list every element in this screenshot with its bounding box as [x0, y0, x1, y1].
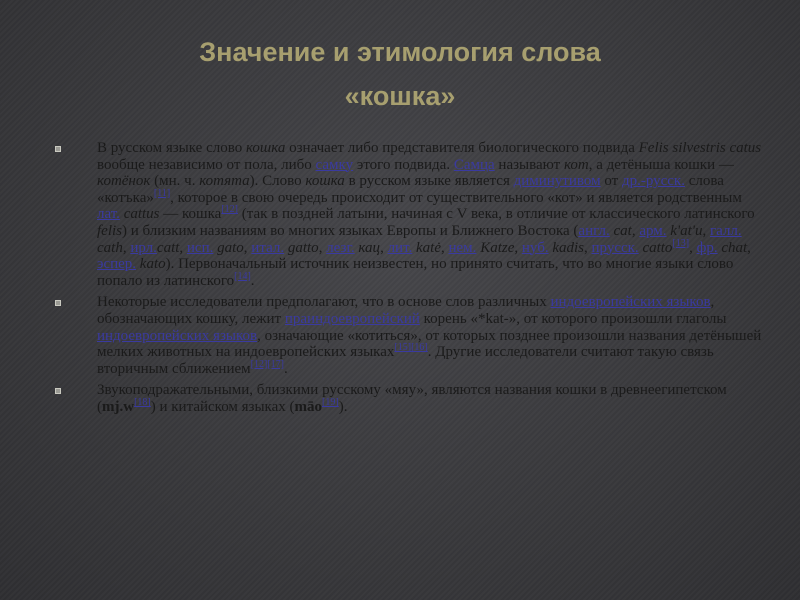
italic-term: k'at'u — [670, 222, 703, 239]
text: , — [514, 239, 522, 256]
reference-link[interactable]: [17] — [267, 358, 284, 370]
text: — кошка — [159, 206, 222, 223]
reference-link[interactable]: [12] — [250, 358, 268, 370]
reference-link[interactable]: [19] — [322, 396, 339, 408]
text: Некоторые исследователи предполагают, что в основе слов различных — [97, 294, 551, 311]
text: , — [179, 239, 187, 256]
text: . — [250, 272, 255, 289]
link-esperanto[interactable]: эспер. — [97, 256, 137, 273]
reference-link[interactable]: [15] — [394, 342, 412, 354]
italic-term: кот — [563, 156, 589, 173]
link-latin[interactable]: лат. — [97, 206, 120, 223]
italic-term: kadis — [552, 239, 584, 256]
title-line-2: «кошка» — [344, 81, 456, 112]
text: означает либо представителя биологического подвида — [285, 140, 639, 156]
text: , — [380, 239, 388, 256]
italic-term: cattus — [123, 206, 160, 223]
italic-term: gatto — [287, 239, 319, 256]
square-bullet-icon — [55, 300, 61, 306]
italic-term: котёнок — [97, 173, 151, 190]
link-spanish[interactable]: исп. — [186, 239, 214, 256]
text: . Другие исследователи считают такую связь вторичным сближением — [97, 344, 714, 377]
link-irish[interactable]: ирл. — [130, 239, 157, 256]
text: , — [689, 239, 697, 256]
link-samets[interactable]: Самца — [453, 156, 495, 173]
link-armenian[interactable]: арм. — [639, 222, 667, 239]
italic-term: chat — [721, 239, 748, 256]
text: , обозначающих кошку, лежит — [97, 294, 715, 327]
reference-link[interactable]: [11] — [153, 187, 171, 199]
link-old-russian[interactable]: др.-русск. — [621, 173, 685, 190]
text: , — [318, 239, 327, 256]
slide-body — [55, 140, 765, 421]
text: ) и близким названиям во многих языках Европы и Ближнего Востока ( — [122, 222, 579, 239]
text: , — [122, 239, 131, 256]
paragraph-onomatopoeia — [55, 382, 765, 415]
text: Звукоподражательными, близкими русскому «мяу», являются названия кошки в древнеегипетском ( — [97, 382, 727, 415]
link-german[interactable]: нем. — [448, 239, 477, 256]
text: , которое в свою очередь происходит от существительного «кот» и является родственным — [170, 189, 742, 206]
text: корень «*kat-», от которого произошли глаголы — [419, 310, 727, 327]
italic-term: gato — [217, 239, 244, 256]
italic-term: Felis silvestris catus — [638, 140, 762, 156]
italic-term: cat — [613, 222, 632, 239]
text: этого подвида. — [353, 156, 454, 173]
text: В русском языке слово — [97, 140, 246, 156]
square-bullet-icon — [55, 146, 61, 152]
italic-term: cath — [97, 239, 123, 256]
link-proto-indo-european[interactable]: праиндоевропейский — [284, 310, 420, 327]
italic-term: felis — [97, 222, 122, 239]
text: слова «котъка» — [97, 173, 724, 206]
link-prussian[interactable]: прусск. — [591, 239, 639, 256]
text: называют — [494, 156, 564, 173]
link-indo-european-languages[interactable]: индоевропейских языков — [550, 294, 711, 311]
italic-term: Katze — [480, 239, 515, 256]
text: ). Первоначальный источник неизвестен, но принято считать, что во многие языки слово попало из латинского — [97, 256, 734, 289]
link-italian[interactable]: итал. — [251, 239, 285, 256]
reference-link[interactable]: [13] — [672, 237, 690, 249]
text: ) и китайском языках ( — [150, 398, 295, 415]
link-nubian[interactable]: нуб. — [521, 239, 549, 256]
italic-term: catt — [156, 239, 180, 256]
reference-link[interactable]: [12] — [221, 204, 238, 216]
text: ). — [338, 398, 348, 415]
text: ). Слово — [249, 173, 306, 190]
slide-title — [0, 30, 800, 118]
text: , — [631, 222, 640, 239]
paragraph-meaning — [55, 140, 765, 289]
link-lithuanian[interactable]: лит. — [387, 239, 413, 256]
link-french[interactable]: фр. — [696, 239, 718, 256]
text: (так в поздней латыни, начиная с V века, в отличие от классического латинского — [238, 206, 755, 223]
italic-term: кошка — [305, 173, 345, 190]
text: , — [702, 222, 710, 239]
reference-link[interactable]: [16] — [411, 342, 428, 354]
text: , а детёныша кошки — — [588, 156, 734, 173]
italic-term: кошка — [245, 140, 286, 156]
link-lezgian[interactable]: лезг. — [326, 239, 355, 256]
title-line-1: Значение и этимология слова — [199, 37, 601, 68]
italic-term: catto — [642, 239, 673, 256]
reference-link[interactable]: [14] — [234, 270, 251, 282]
italic-term: katė — [416, 239, 441, 256]
text: вообще независимо от пола, либо — [97, 156, 316, 173]
link-diminutive[interactable]: диминутивом — [513, 173, 601, 190]
link-english[interactable]: англ. — [578, 222, 610, 239]
reference-link[interactable]: [18] — [134, 396, 151, 408]
bold-term: māo — [294, 398, 323, 415]
link-indo-european-languages[interactable]: индоевропейских языков — [97, 327, 258, 344]
italic-term: кац — [358, 239, 381, 256]
text: , — [584, 239, 592, 256]
link-gaulish[interactable]: галл. — [710, 222, 742, 239]
text: в русском языке является — [344, 173, 514, 190]
link-samka[interactable]: самку — [315, 156, 354, 173]
italic-term: котята — [199, 173, 250, 190]
text: , — [747, 239, 751, 256]
text: (мн. ч. — [150, 173, 200, 190]
text: , означающие «котиться», от которых позднее произошли названия детёнышей мелких животных на индоевропейских языках — [97, 327, 762, 361]
paragraph-indo-european — [55, 294, 765, 377]
text: , — [243, 239, 252, 256]
text: , — [441, 239, 449, 256]
italic-term: kato — [139, 256, 166, 273]
bold-term: mj.w — [102, 398, 135, 415]
text: от — [600, 173, 622, 190]
text: . — [283, 360, 288, 377]
square-bullet-icon — [55, 388, 61, 394]
